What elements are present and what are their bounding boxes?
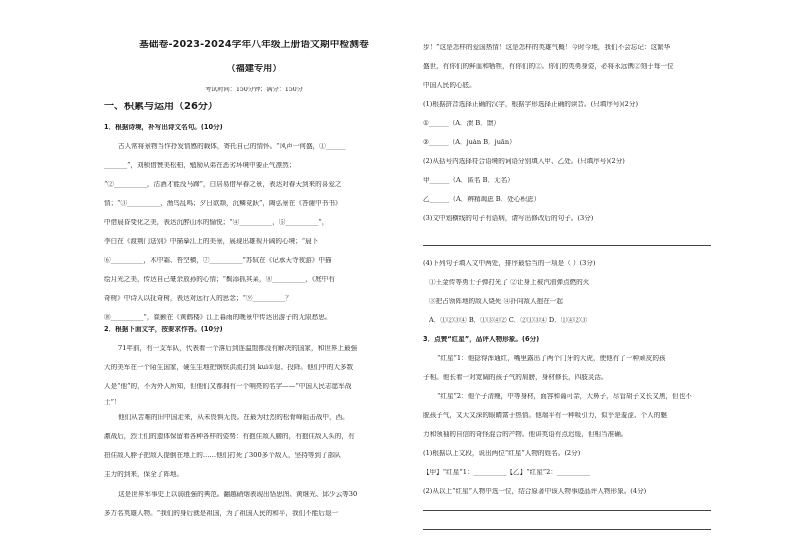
text-line: 情；“③__________，渔鸟乱鸣；夕日欲颓，沉鳞竞跃”，陶弘景在《答谢中书书》 [104, 200, 342, 207]
text-line: 这是世界军事史上以弱胜强的典范。翻越硝烟表现出悟思图、黄继光、邱少云等30 [118, 491, 358, 498]
option-line: ①王金传等勇士子弹打光了 ②让身上被汽油弹点燃的火 [429, 279, 590, 286]
text-line: (2)从以上“红星”人物中选一位，结合原著中该人物事迹品评人物形象。(4分) [423, 488, 647, 495]
text-line: (2)从括号内选择符合语境的词语分别填入甲、乙处。(只填序号)(2分) [423, 158, 625, 165]
text-line: 乙______（A．辨精竭虑 B．处心积虑） [423, 196, 541, 203]
answer-line[interactable] [423, 529, 711, 530]
text-line: ⑥__________，木中霜、苔空横，⑦__________”苏轼在《记承天寺夜游》中描 [104, 257, 332, 264]
exam-subtitle: （福建专用） [226, 64, 282, 74]
text-line: 力和领袖的自信的奇怪混合的产物。他讲英语有点迟缓，但相当准确。 [423, 431, 628, 438]
text-line: 步！”这是怎样的爱国热情！这是怎样的英雄气概！今时今地，我们不会忘记：这繁华 [423, 44, 671, 51]
text-line: 中借晨昏变化之美，表达沉醉山水的愉悦；“④__________，⑤__________”， [104, 219, 329, 226]
text-line: 古人常将景物当作抒发情感的载体，寄托自己的情怀。“风声一何盛，①______ [118, 143, 346, 150]
text-line: 大的美军在一个陌生国家，硬生生地把钢铁洪流打到 kuì①退、投降。他们中的大多数 [104, 364, 354, 371]
exam-info: 考试时间：150分钟；满分：150分 [205, 87, 303, 93]
text-line: “红星”1：他捻得浑通红，嘴里露出了两个门牙的大虎，使他有了一种顽皮的孩 [437, 355, 666, 362]
text-line: 主力的到来，保全了阵地。 [104, 471, 184, 478]
text-line: 子相。他长着一对宽阔的孩子气的肩膀，身材修长，四肢灵活。 [423, 374, 608, 381]
text-line: 【甲】“红星”1：__________【乙】“红星”2：__________ [423, 469, 590, 476]
text-line: ①______（A．溃 B．馈） [423, 120, 500, 127]
question-3-heading: 3．点赞“红星”，品评人物形象。(6分) [423, 336, 540, 343]
text-line: (3)文中划横线的句子有语病，请写出修改后的句子。(3分) [423, 215, 594, 222]
answer-line[interactable] [423, 245, 711, 246]
text-line: 人是“他”的，不为外人所知，但他们又都拥有一个响亮的名字——“中国人民志愿军战 [104, 383, 352, 390]
question-1-heading: 1．根据诗境，补写出诗文名句。(10分) [104, 124, 223, 131]
option-line: ③把占领阵地的敌人烧死 ④扑向敌人抱在一起 [429, 298, 563, 305]
text-line: 李白在《渡荆门送别》中描摹江上的美景，展现出雄视开阔的心境；“晨下 [104, 238, 319, 245]
text-line: ⑩__________”，崔颢在《黄鹤楼》江上暮雨的晚景中传达出游子的无限愁思。 [104, 314, 332, 321]
text-line: 士”！ [104, 399, 121, 406]
text-line: 脱孩子气，又大又深的眼睛富于热情。他端平有一种吸引力，似乎是羞涩、个人的魅 [423, 412, 667, 419]
text-line: (1)根据以上文段，说出两位“红星”人物的姓名。(2分) [423, 450, 581, 457]
text-line: _______”，刘桢借赞美松柏，勉励从弟在恶劣环境中要正气凛然； [104, 162, 296, 169]
text-line: “红星”2：他个子清瘦，中等身材，面容和蔼可亲，大鼻子，尽管胡子又长又黑，但也不 [437, 393, 692, 400]
text-line: 盛世，有你们的鲜血和牺牲，有你们的②。你们的英勇身姿，必将永远镌②刻于每一位 [423, 63, 674, 70]
section-heading: 一、积累与运用（26分） [104, 102, 218, 112]
text-line: 中国人民的心底。 [423, 82, 476, 89]
text-line: 拍住敌人脖子把敌人提倒在地上的……他们打死了300多个敌人，坚持等到了部队 [104, 452, 341, 459]
choices-line: A．①②③④ B．①③④② C．②①③④ D．①④②③ [429, 317, 588, 324]
text-line: 奇树》中诗人以抚奇树，表达对远行人的思念；“⑨__________？ [104, 295, 292, 302]
exam-title: 基础卷-2023-2024学年八年级上册语文期中检测卷 [139, 40, 369, 50]
text-line: 71年前，有一支军队，代表着一个落后到连温饱都没有解决的国家，和世界上最强 [118, 345, 358, 352]
text-line: 激战后，烈士们的遗体保留着各种各样的姿势：有抱住敌人腰的，有抱住敌人头的，有 [104, 433, 355, 440]
text-line: (1)根据拼音选择正确的汉字，根据字形选择正确的读音。(只填序号)(2分) [423, 101, 639, 108]
text-line: 他们从苦难的旧中国走来，从未畏惧无畏。在最为壮烈的松骨峰阻击战中，西。 [118, 414, 349, 421]
text-line: 多万名英雄人物。“我们的身后就是祖国，为了祖国人民的和平，我们不能后退一 [104, 510, 339, 517]
answer-line[interactable] [423, 510, 711, 511]
text-line: ②______（A．juàn B．juān） [423, 139, 516, 146]
question-2-heading: 2．根据下面文字，按要求作答。(10分) [104, 326, 223, 333]
text-line: 绘月光之美，传达自己豪余放孙的心情；“鬓添抓其菜，⑧__________，《庭中有 [104, 276, 335, 283]
text-line: (4)下列句子填入文中两处，排序最恰当的一项是（ ）(3分) [423, 260, 596, 267]
text-line: “②__________，沽酒才能没马蹄”，白居易借早春之景，表达对春天到来的喜爱之 [104, 181, 342, 188]
text-line: 甲______（A．匿名 B．无名） [423, 177, 514, 184]
